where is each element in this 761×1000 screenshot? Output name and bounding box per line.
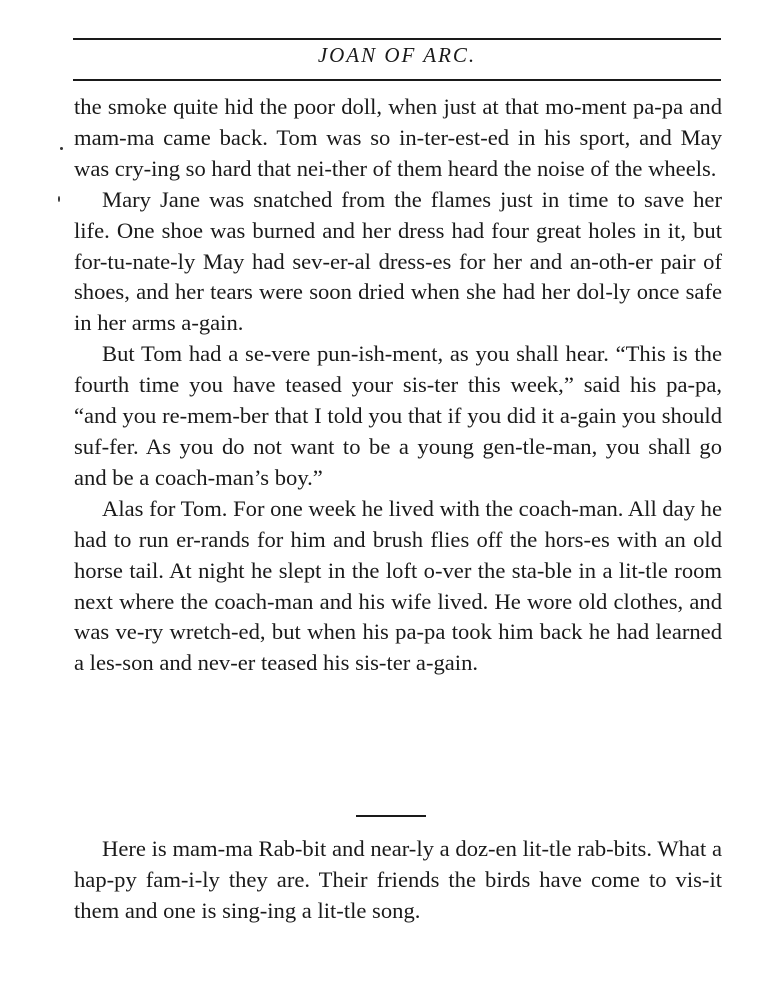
section-2-text [74, 834, 722, 927]
paragraph-2: Mary Jane was snatched from the flames just in time to save her life. One shoe was burned and her dress had four great holes in it, but for-tu-nate-ly May had sev-er-al dress-es for her and an-oth-er pair of shoes, and her tears were soon dried when she had her dol-ly once safe in her arms a-gain. [74, 186, 722, 336]
header-rule-top [73, 38, 721, 40]
paragraph-1: the smoke quite hid the poor doll, when just at that mo-ment pa-pa and mam-ma came back. Tom was so in-ter-est-ed in his sport, and May was cry-ing so hard that nei-ther of them heard the noise of the wheels. [74, 94, 722, 181]
paragraph-5: Here is mam-ma Rab-bit and near-ly a doz-en lit-tle rab-bits. What a hap-py fam-i-ly they are. Their friends the birds have come to vis-it them and one is sing-ing a lit-tle song. [74, 836, 722, 923]
header-rule-bottom [73, 79, 721, 81]
running-title: JOAN OF ARC. [317, 43, 477, 67]
paragraph-4: Alas for Tom. For one week he lived with the coach-man. All day he had to run er-rands for him and brush flies off the hors-es with an old horse tail. At night he slept in the loft o-ver the sta-ble in a lit-tle room next where the coach-man and his wife lived. He wore old clothes, and was ve-ry wretch-ed, but when his pa-pa took him back he had learned a les-son and nev-er teased his sis-ter a-gain. [74, 495, 722, 676]
paragraph-3: But Tom had a se-vere pun-ish-ment, as you shall hear. “This is the fourth time you have teased your sis-ter this week,” said his pa-pa, “and you re-mem-ber that I told you that if you did it a-gain you should suf-fer. As you do not want to be a young gen-tle-man, you shall go and be a coach-man’s boy.” [74, 341, 722, 490]
print-speck [58, 196, 60, 202]
section-separator-rule [356, 815, 426, 817]
main-text [74, 92, 722, 679]
print-speck [60, 147, 63, 150]
